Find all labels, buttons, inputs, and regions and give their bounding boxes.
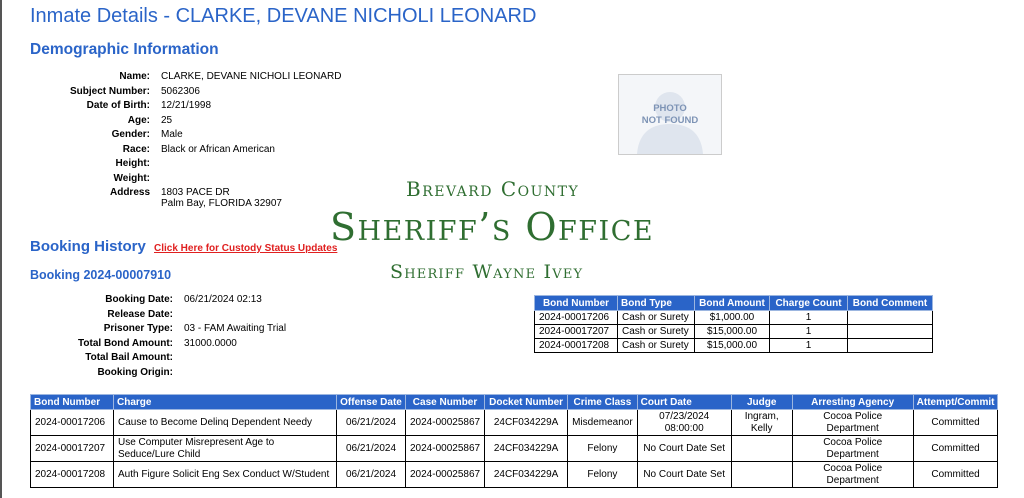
- col-header: Charge Count: [770, 296, 848, 311]
- table-row: [535, 311, 933, 325]
- bonds-table: [534, 295, 933, 353]
- case-number: 2024-00025867: [406, 436, 485, 462]
- court-date: No Court Date Set: [637, 436, 731, 462]
- col-header: Court Date: [637, 395, 731, 410]
- bond-amount: $1,000.00: [695, 311, 770, 325]
- bond-type: Cash or Surety: [618, 311, 695, 325]
- booking-history-heading: Booking History: [30, 238, 146, 255]
- field-value: Black or African American: [161, 143, 275, 155]
- field-label: Gender:: [111, 129, 150, 140]
- field-value: [181, 352, 289, 367]
- case-number: 2024-00025867: [406, 462, 485, 488]
- bond-number: 2024-00017206: [31, 410, 114, 436]
- bond-number: 2024-00017207: [31, 436, 114, 462]
- field-value: [181, 309, 289, 324]
- docket-number: 24CF034229A: [485, 462, 568, 488]
- field-value: 06/21/2024 02:13: [184, 294, 262, 305]
- field-value: [158, 158, 344, 173]
- bond-type: Cash or Surety: [618, 325, 695, 339]
- field-row: [70, 309, 289, 324]
- field-label: Release Date:: [107, 308, 173, 320]
- address-value: [158, 187, 344, 209]
- field-label: Booking Origin:: [97, 366, 173, 378]
- booking-title: Booking 2024-00007910: [30, 268, 172, 282]
- charge-description: Use Computer Misrepresent Age to Seduce/Lure Child: [114, 436, 337, 462]
- field-label: Weight:: [113, 172, 150, 184]
- offense-date: 06/21/2024: [337, 462, 406, 488]
- table-row: [31, 410, 998, 436]
- charge-count: 1: [770, 339, 848, 353]
- field-label: Booking Date:: [105, 294, 173, 305]
- field-value: Male: [161, 129, 183, 140]
- field-value: 5062306: [161, 85, 200, 97]
- field-row: [58, 129, 344, 144]
- bond-number: 2024-00017207: [535, 325, 618, 339]
- col-header: Charge: [114, 395, 337, 410]
- table-row: [31, 436, 998, 462]
- field-value: [158, 173, 344, 188]
- field-label: Prisoner Type:: [103, 323, 173, 334]
- photo-text-line2: NOT FOUND: [641, 114, 699, 126]
- demographic-table: [58, 71, 344, 209]
- field-label: Subject Number:: [69, 85, 150, 97]
- inmate-photo-placeholder: [618, 74, 722, 155]
- arresting-agency: Cocoa Police Department: [792, 462, 913, 488]
- field-label: Total Bond Amount:: [78, 337, 173, 349]
- bond-type: Cash or Surety: [618, 339, 695, 353]
- charges-header-row: [31, 395, 998, 410]
- field-label: Age:: [127, 114, 150, 126]
- bond-amount: $15,000.00: [695, 325, 770, 339]
- bond-number: 2024-00017208: [31, 462, 114, 488]
- charge-description: Auth Figure Solicit Eng Sex Conduct W/Student: [114, 462, 337, 488]
- logo-sheriff: Sheriff Wayne Ivey: [390, 261, 584, 283]
- field-row: [58, 173, 344, 188]
- arresting-agency: Cocoa Police Department: [792, 410, 913, 436]
- crime-class: Felony: [568, 462, 638, 488]
- photo-not-found-text: [619, 103, 721, 126]
- offense-date: 06/21/2024: [337, 436, 406, 462]
- field-row: [70, 367, 289, 382]
- address-line1: 1803 PACE DR: [161, 187, 230, 198]
- charges-table: [30, 394, 998, 488]
- field-row: [58, 115, 344, 130]
- field-row: [70, 338, 289, 353]
- field-row: [58, 86, 344, 101]
- bonds-header-row: [535, 296, 933, 311]
- field-row: [58, 100, 344, 115]
- crime-class: Misdemeanor: [568, 410, 638, 436]
- attempt-commit: Committed: [913, 436, 998, 462]
- sheriff-office-logo: [330, 175, 696, 295]
- custody-status-link[interactable]: Click Here for Custody Status Updates: [154, 243, 338, 254]
- left-border: [0, 0, 2, 498]
- field-value: 25: [161, 114, 173, 126]
- col-header: Crime Class: [568, 395, 638, 410]
- col-header: Offense Date: [337, 395, 406, 410]
- logo-office: Sheriff’s Office: [330, 205, 655, 249]
- field-value: 31000.0000: [184, 337, 237, 349]
- court-date: No Court Date Set: [637, 462, 731, 488]
- bond-comment: [848, 339, 933, 353]
- logo-county: Brevard County: [406, 177, 580, 201]
- judge: Ingram, Kelly: [731, 410, 792, 436]
- booking-details-table: [70, 294, 289, 381]
- col-header: Arresting Agency: [792, 395, 913, 410]
- address-line2: Palm Bay, FLORIDA 32907: [161, 198, 282, 209]
- field-label: Name:: [119, 71, 150, 82]
- field-value: 03 - FAM Awaiting Trial: [184, 323, 287, 334]
- charge-count: 1: [770, 311, 848, 325]
- bond-comment: [848, 325, 933, 339]
- col-header: Bond Number: [535, 296, 618, 311]
- judge: [731, 436, 792, 462]
- bond-number: 2024-00017208: [535, 339, 618, 353]
- docket-number: 24CF034229A: [485, 410, 568, 436]
- charge-description: Cause to Become Delinq Dependent Needy: [114, 410, 337, 436]
- field-row: [70, 352, 289, 367]
- col-header: Judge: [731, 395, 792, 410]
- col-header: Bond Type: [618, 296, 695, 311]
- field-label: Race:: [122, 143, 150, 155]
- field-row: [58, 158, 344, 173]
- offense-date: 06/21/2024: [337, 410, 406, 436]
- field-value: 12/21/1998: [161, 100, 212, 111]
- demographic-heading: Demographic Information: [30, 41, 219, 58]
- field-row: [58, 71, 344, 86]
- field-row: [58, 144, 344, 159]
- judge: [731, 462, 792, 488]
- bond-comment: [848, 311, 933, 325]
- table-row: [535, 325, 933, 339]
- col-header: Bond Number: [31, 395, 114, 410]
- bond-amount: $15,000.00: [695, 339, 770, 353]
- field-label: Height:: [115, 158, 150, 169]
- case-number: 2024-00025867: [406, 410, 485, 436]
- field-value: [181, 367, 289, 382]
- table-row: [535, 339, 933, 353]
- col-header: Case Number: [406, 395, 485, 410]
- table-row: [31, 462, 998, 488]
- crime-class: Felony: [568, 436, 638, 462]
- arresting-agency: Cocoa Police Department: [792, 436, 913, 462]
- col-header: Attempt/Commit: [913, 395, 998, 410]
- field-label: Date of Birth:: [86, 100, 150, 111]
- address-label: Address: [109, 187, 150, 198]
- field-row: [70, 323, 289, 338]
- page-title: Inmate Details - CLARKE, DEVANE NICHOLI LEONARD: [30, 5, 537, 27]
- col-header: Bond Comment: [848, 296, 933, 311]
- bond-number: 2024-00017206: [535, 311, 618, 325]
- court-date: 07/23/2024 08:00:00: [637, 410, 731, 436]
- attempt-commit: Committed: [913, 462, 998, 488]
- field-row: [70, 294, 289, 309]
- field-label: Total Bail Amount:: [85, 352, 173, 363]
- attempt-commit: Committed: [913, 410, 998, 436]
- address-row: [58, 187, 344, 209]
- col-header: Docket Number: [485, 395, 568, 410]
- col-header: Bond Amount: [695, 296, 770, 311]
- docket-number: 24CF034229A: [485, 436, 568, 462]
- field-value: CLARKE, DEVANE NICHOLI LEONARD: [161, 71, 342, 82]
- charge-count: 1: [770, 325, 848, 339]
- photo-text-line1: PHOTO: [653, 103, 687, 114]
